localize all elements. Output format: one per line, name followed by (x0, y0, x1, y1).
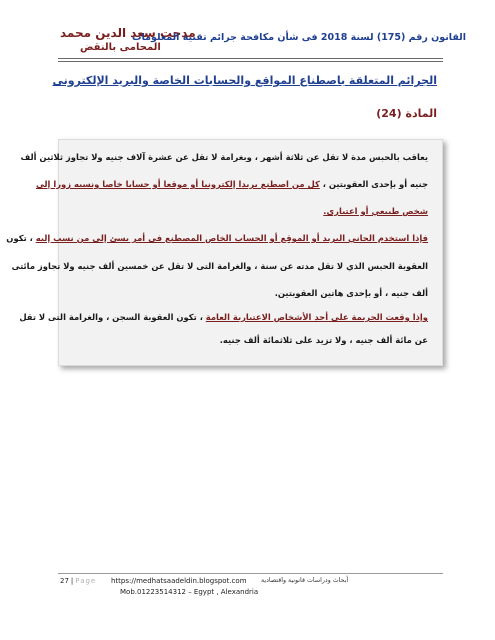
author-role: المحامى بالنقض (80, 42, 161, 53)
article-line-6: ألف جنيه ، أو بإحدى هاتين العقوبتين. (274, 288, 428, 298)
author-name: مدحت سعد الدين محمد (60, 26, 196, 40)
footer-tagline: أبحاث ودراسات قانونية واقتصادية (261, 577, 349, 584)
article-line-1: يعاقب بالحبس مدة لا تقل عن ثلاثة أشهر ، وبغرامة لا تقل عن عشرة آلاف جنيه ولا تجاوز ثلاثين ألف (20, 152, 428, 162)
article-line-2: جنيه أو بإحدى العقوبتين ، كل من اصطنع بريدا إلكترونيا أو موقعا أو حسابا خاصا ونسبه زورا إلى (35, 179, 428, 189)
article-line-5: العقوبة الحبس الذي لا تقل مدته عن سنة ، والغرامة التى لا تقل عن خمسين ألف جنيه ولا تجاوز مائتى (11, 261, 428, 271)
law-title: القانون رقم (175) لسنة 2018 فى شأن مكافحة جرائم تقنية المعلومات (132, 32, 466, 43)
footer-rule (58, 573, 443, 574)
article-line-4: فإذا استخدم الجاني البريد أو الموقع أو الحساب الخاص المصطنع فى أمر يسئ إلى من نسب إليه ، تكون (6, 233, 428, 243)
article-number: المادة (24) (376, 107, 437, 120)
header-rule-top (58, 58, 443, 59)
article-line-8: عن مائة ألف جنيه ، ولا تزيد على ثلاثمائة ألف جنيه. (219, 335, 428, 345)
page-number: 27 | Page (60, 577, 97, 585)
blog-url-link[interactable]: https://medhatsaadeldin.blogspot.com (111, 577, 247, 585)
header-rule-bottom (58, 61, 443, 62)
article-line-7: وإذا وقعت الجريمة على أحد الأشخاص الاعتبارية العامة ، تكون العقوبة السجن ، والغرامة التى لا تقل (19, 312, 428, 322)
section-heading: الجرائم المتعلقة باصطناع المواقع والحسابات الخاصة والبريد الإلكترونى (52, 74, 437, 87)
article-line-3: شخص طبيعي أو اعتبارى. (323, 206, 428, 216)
article-text-box (6, 139, 443, 366)
phone-location: Mob.01223514312 – Egypt , Alexandria (120, 588, 259, 596)
